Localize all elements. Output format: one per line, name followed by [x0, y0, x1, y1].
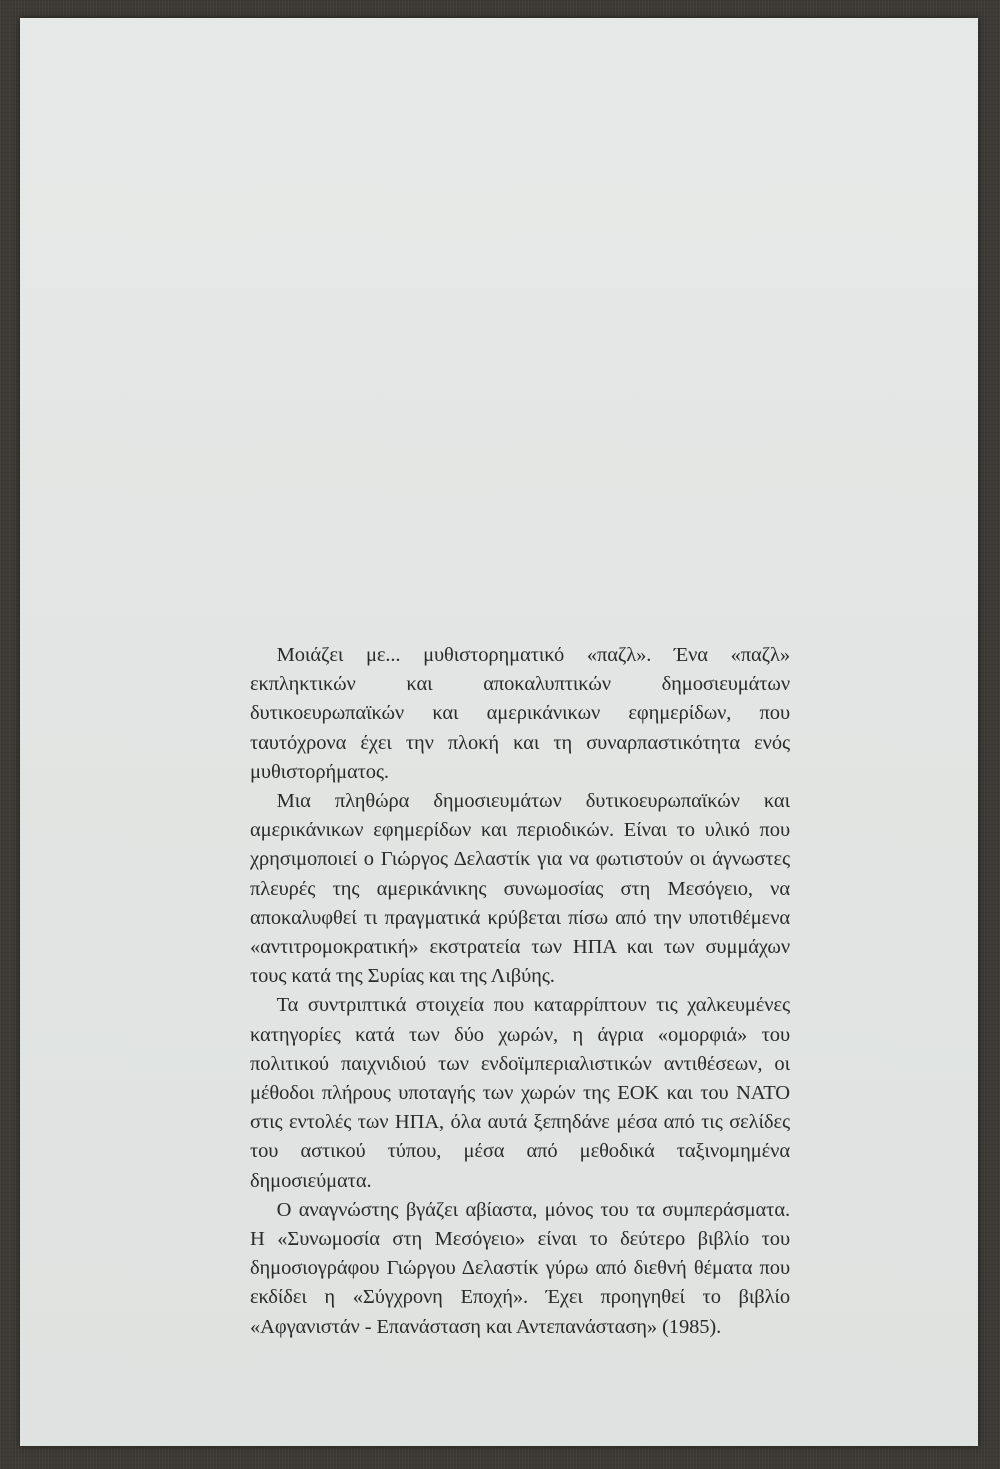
book-back-cover — [20, 18, 978, 1446]
blurb-paragraph-3: Τα συντριπτικά στοιχεία που καταρρίπτουν τις χαλκευμένες κατηγορίες κατά των δύο χωρών, η άγρια «ομορφιά» του πολιτικού παιχνιδιού των ενδοϊμπεριαλιστικών αντιθέσεων, οι μέθοδοι πλήρους υποταγής των χωρών της ΕΟΚ και του ΝΑΤΟ στις εντολές των ΗΠΑ, όλα αυτά ξεπηδάνε μέσα από τις σελίδες του αστικού τύπου, μέσα από μεθοδικά ταξινομημένα δημοσιεύματα. — [250, 994, 790, 1192]
blurb-paragraph-2: Μια πληθώρα δημοσιευμάτων δυτικοευρωπαϊκών και αμερικάνικων εφημερίδων και περιοδικών. Είναι το υλικό που χρησιμοποιεί ο Γιώργος Δελαστίκ για να φωτιστούν οι άγνωστες πλευρές της αμερικάνικης συνωμοσίας στη Μεσόγειο, να αποκαλυφθεί τι πραγματικά κρύβεται πίσω από την υποτιθέμενα «αντιτρομοκρατική» εκστρατεία των ΗΠΑ και των συμμάχων τους κατά της Συρίας και της Λιβύης. — [250, 790, 790, 988]
blurb-text — [250, 641, 790, 1342]
blurb-paragraph-1: Μοιάζει με... μυθιστορηματικό «παζλ». Ένα «παζλ» εκπληκτικών και αποκαλυπτικών δημοσιευμάτων δυτικοευρωπαϊκών και αμερικάνικων εφημερίδων, που ταυτόχρονα έχει την πλοκή και τη συναρπαστικότητα ενός μυθιστορήματος. — [250, 644, 790, 783]
blurb-paragraph-4: Ο αναγνώστης βγάζει αβίαστα, μόνος του τα συμπεράσματα. Η «Συνωμοσία στη Μεσόγειο» είναι το δεύτερο βιβλίο του δημοσιογράφου Γιώργου Δελαστίκ γύρω από διεθνή θέματα που εκδίδει η «Σύγχρονη Εποχή». Έχει προηγηθεί το βιβλίο «Αφγανιστάν - Επανάσταση και Αντεπανάσταση» (1985). — [250, 1198, 790, 1338]
